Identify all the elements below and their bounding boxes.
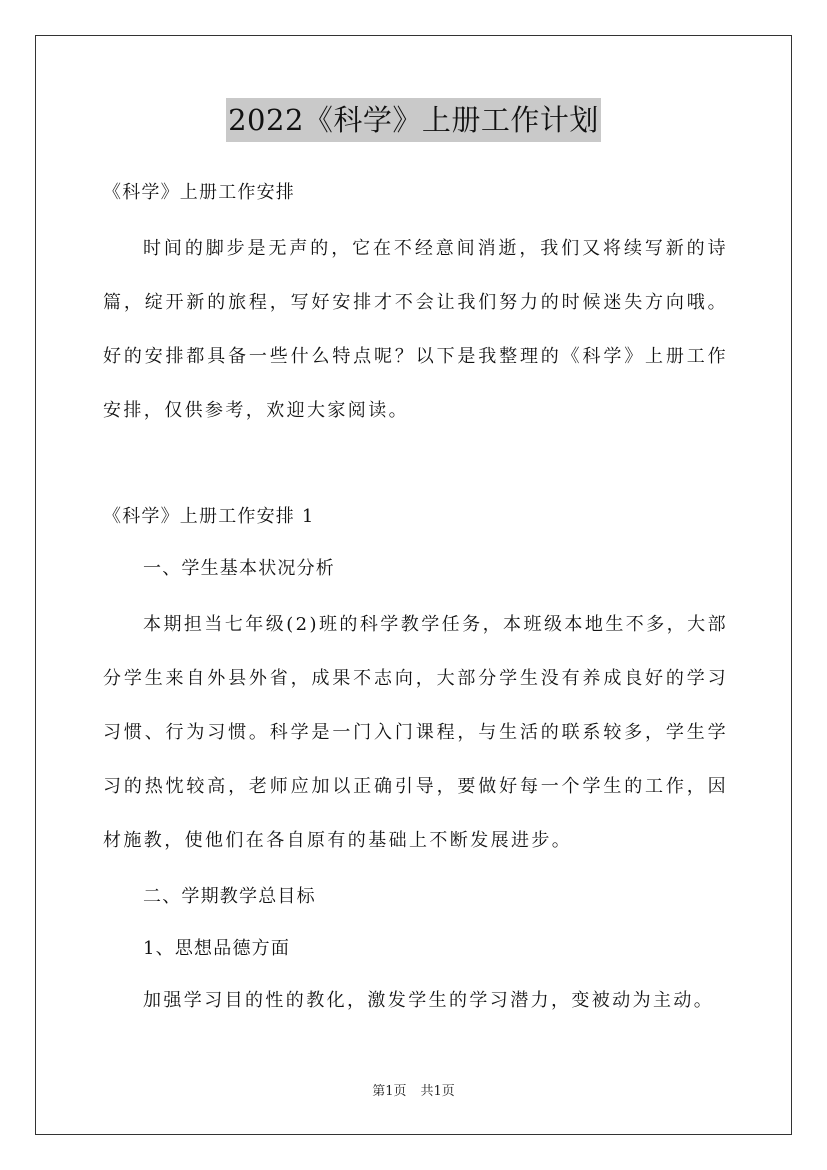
intro-paragraph: 时间的脚步是无声的，它在不经意间消逝，我们又将续写新的诗篇，绽开新的旅程，写好安排才不会让我们努力的时候迷失方向哦。好的安排都具备一些什么特点呢？以下是我整理的《科学》上册工作安排，仅供参考，欢迎大家阅读。 <box>103 238 728 421</box>
section-heading: 《科学》上册工作安排 1 <box>103 506 315 527</box>
part-heading-teaching-goals: 二、学期教学总目标 <box>143 886 316 907</box>
moral-paragraph: 加强学习目的性的教化，激发学生的学习潜力，变被动为主动。 <box>143 990 715 1011</box>
part-heading-student-analysis: 一、学生基本状况分析 <box>143 558 335 579</box>
document-body <box>103 170 728 1028</box>
page-number: 第1页 <box>372 1084 407 1099</box>
title-container <box>0 98 827 142</box>
page-total: 共1页 <box>420 1084 455 1099</box>
student-analysis-paragraph: 本期担当七年级(2)班的科学教学任务，本班级本地生不多，大部分学生来自外县外省，成果不志向，大部分学生没有养成良好的学习习惯、行为习惯。科学是一门入门课程，与生活的联系较多，学生学习的热忱较高，老师应加以正确引导，要做好每一个学生的工作，因材施教，使他们在各自原有的基础上不断发展进步。 <box>103 614 728 851</box>
page-footer <box>0 1083 827 1101</box>
sub-heading-moral: 1、思想品德方面 <box>143 938 291 959</box>
spacer <box>103 438 728 494</box>
document-subtitle: 《科学》上册工作安排 <box>103 182 295 203</box>
document-title: 2022《科学》上册工作计划 <box>226 98 601 142</box>
